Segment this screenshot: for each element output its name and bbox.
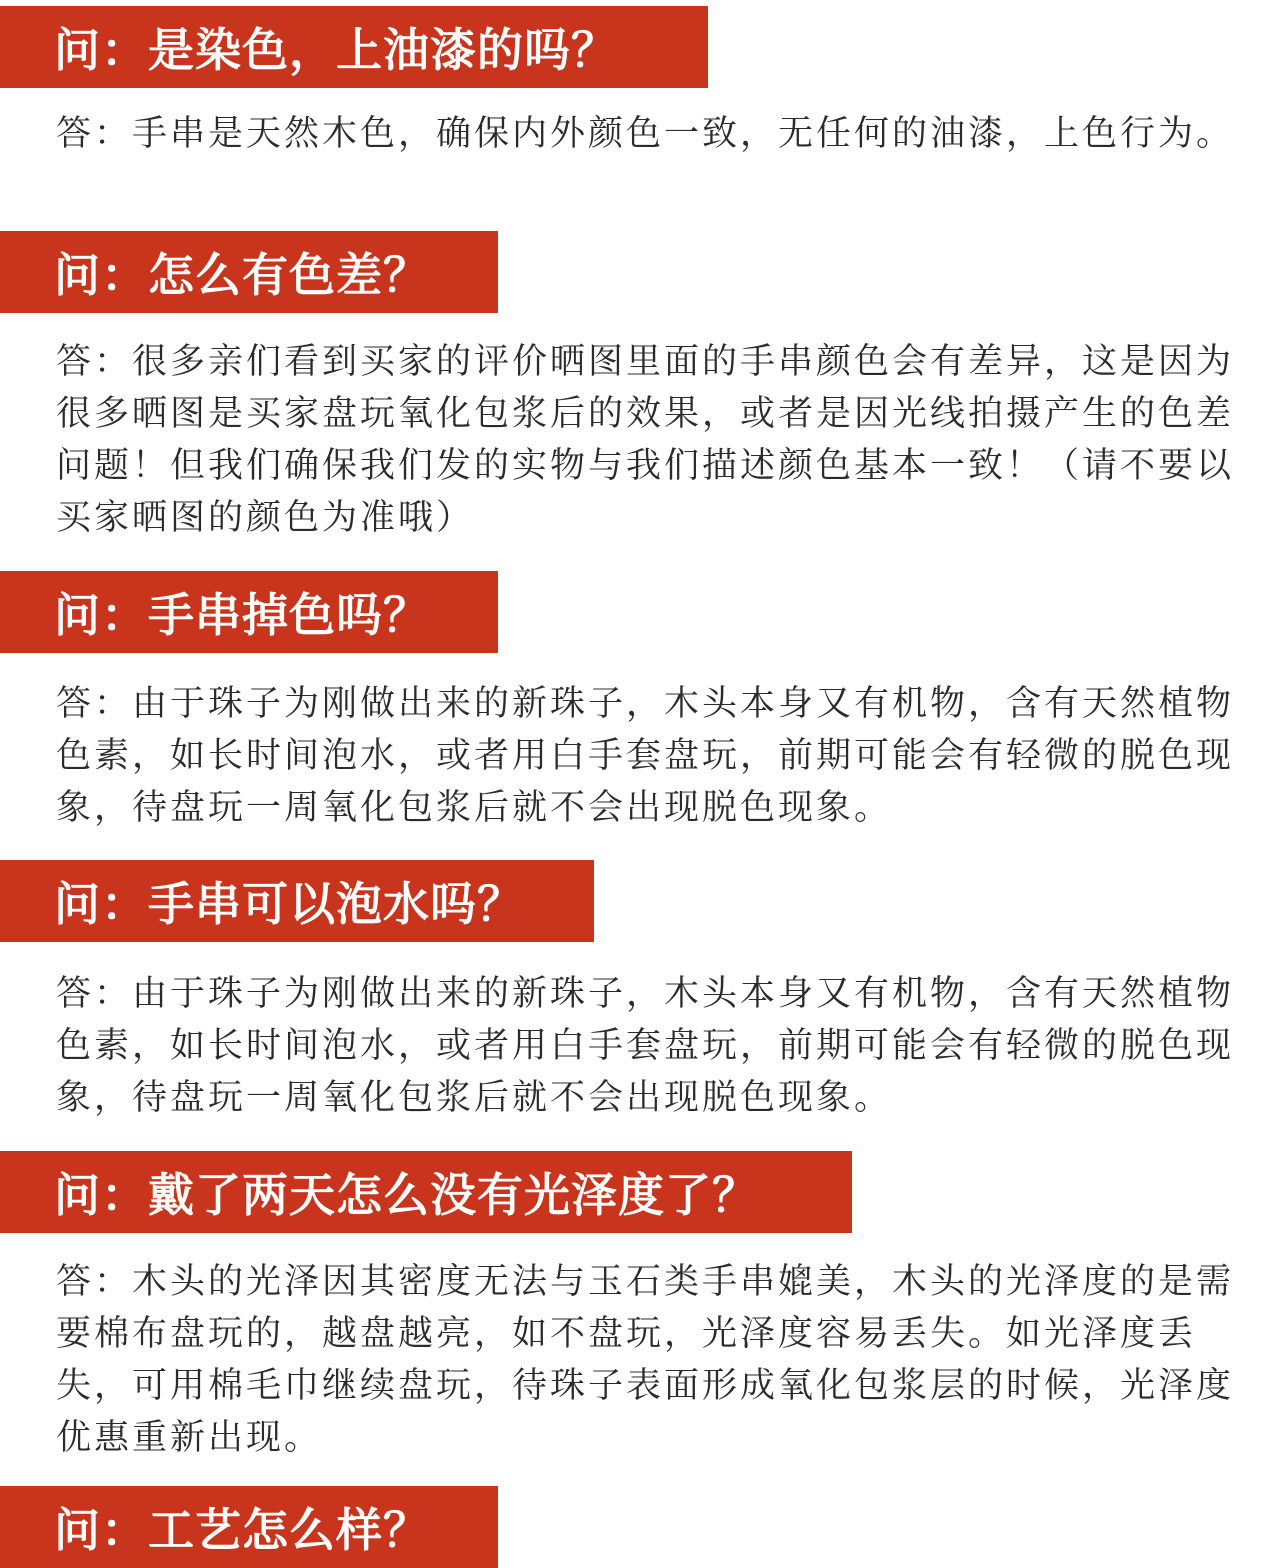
question-banner-luster: 问：戴了两天怎么没有光泽度了？ [0, 1151, 852, 1233]
answer-water: 答：由于珠子为刚做出来的新珠子，木头本身又有机物，含有天然植物色素，如长时间泡水，或者用白手套盘玩，前期可能会有轻微的脱色现象，待盘玩一周氧化包浆后就不会出现脱色现象。 [56, 974, 1235, 1118]
answer-color-difference: 答：很多亲们看到买家的评价晒图里面的手串颜色会有差异，这是因为很多晒图是买家盘玩氧化包浆后的效果，或者是因光线拍摄产生的色差问题！但我们确保我们发的实物与我们描述颜色基本一致！（请不要以买家晒图的颜色为准哦） [56, 342, 1235, 538]
answer-fading: 答：由于珠子为刚做出来的新珠子，木头本身又有机物，含有天然植物色素，如长时间泡水，或者用白手套盘玩，前期可能会有轻微的脱色现象，待盘玩一周氧化包浆后就不会出现脱色现象。 [56, 684, 1235, 828]
question-banner-craftsmanship: 问：工艺怎么样？ [0, 1486, 498, 1568]
question-banner-color-difference: 问：怎么有色差？ [0, 231, 498, 313]
question-banner-dyed: 问：是染色，上油漆的吗？ [0, 6, 708, 88]
answer-dyed: 答：手串是天然木色，确保内外颜色一致，无任何的油漆，上色行为。 [56, 114, 1235, 154]
question-banner-fading: 问：手串掉色吗？ [0, 571, 498, 653]
answer-luster: 答：木头的光泽因其密度无法与玉石类手串媲美，木头的光泽度的是需要棉布盘玩的，越盘越亮，如不盘玩，光泽度容易丢失。如光泽度丢失，可用棉毛巾继续盘玩，待珠子表面形成氧化包浆层的时候，光泽度优惠重新出现。 [56, 1262, 1235, 1458]
question-banner-water: 问：手串可以泡水吗？ [0, 860, 594, 942]
